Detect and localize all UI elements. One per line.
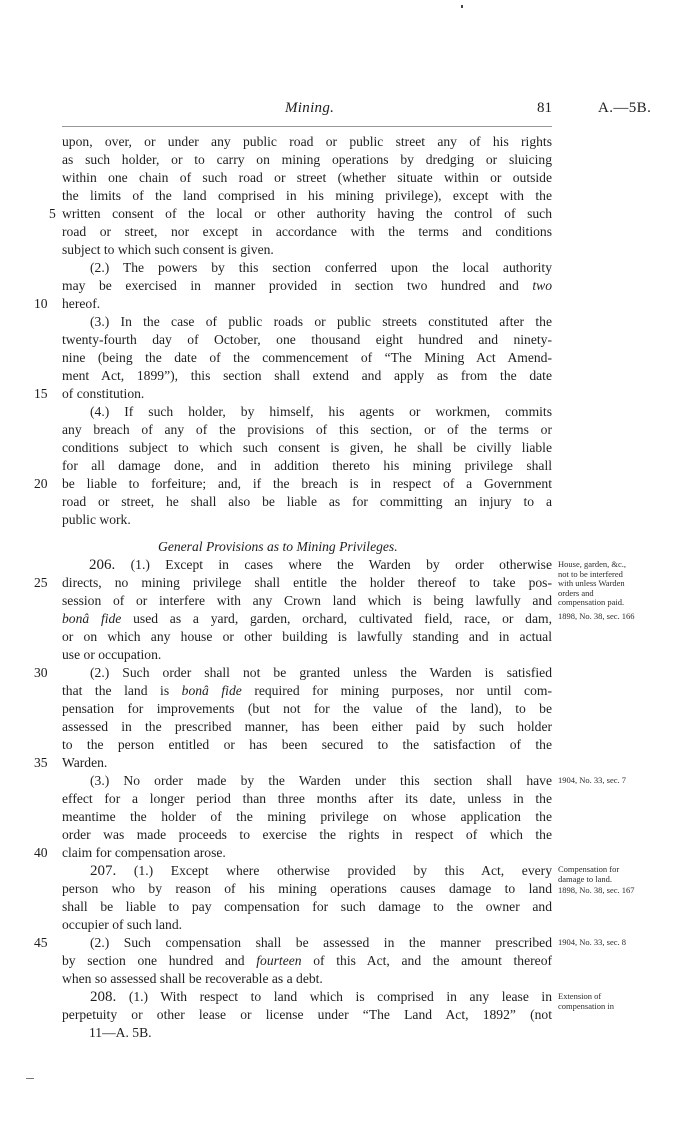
body-line: perpetuity or other lease or license under “The Land Act, 1892” (not	[62, 1007, 552, 1022]
body-line: to the person entitled or has been secured to the satisfaction of the	[62, 737, 552, 752]
body-line: subject to which such consent is given.	[62, 242, 274, 257]
body-line: shall be liable to pay compensation for such damage to the owner and	[62, 899, 552, 914]
body-line: (4.) If such holder, by himself, his agents or workmen, commits	[90, 404, 552, 419]
body-line: (3.) In the case of public roads or public streets constituted after the	[90, 314, 552, 329]
margin-note: Compensation for damage to land. 1898, No. 38, sec. 167	[558, 864, 635, 895]
body-line: effect for a longer period than three months after its date, unless in the	[62, 791, 552, 806]
body-line: of constitution.	[62, 386, 145, 401]
body-line: (3.) No order made by the Warden under this section shall have	[90, 773, 552, 788]
line-number: 45	[34, 935, 48, 950]
body-line: hereof.	[62, 296, 101, 311]
body-line: for all damage done, and in addition thereto his mining privilege shall	[62, 458, 552, 473]
body-line: session of or interfere with any Crown land which is being lawfully and	[62, 593, 552, 608]
body-line: when so assessed shall be recoverable as a debt.	[62, 971, 323, 986]
body-line: assessed in the prescribed manner, has been either paid by such holder	[62, 719, 552, 734]
body-line: within one chain of such road or street (whether situate within or outside	[62, 170, 552, 185]
body-line: nine (being the date of the commencement of “The Mining Act Amend-	[62, 350, 552, 365]
body-line: any breach of any of the provisions of this section, or of the terms or	[62, 422, 552, 437]
line-number: 5	[49, 206, 56, 221]
body-line: order was made proceeds to exercise the rights in respect of which the	[62, 827, 552, 842]
line-number: 25	[34, 575, 48, 590]
margin-note: Extension of compensation in	[558, 991, 614, 1011]
line-number: 30	[34, 665, 48, 680]
line-number: 35	[34, 755, 48, 770]
running-title: Mining.	[285, 100, 335, 116]
body-line: be liable to forfeiture; and, if the breach is in respect of a Government	[62, 476, 552, 491]
line-number: 10	[34, 296, 48, 311]
body-line: road or street, nor except in accordance with the terms and conditions	[62, 224, 552, 239]
print-speck	[461, 5, 463, 8]
body-line: public work.	[62, 512, 131, 527]
margin-mark	[26, 1078, 34, 1079]
body-line: meantime the holder of the mining privilege on whose application the	[62, 809, 552, 824]
section-number: 206.	[89, 557, 116, 573]
body-line: may be exercised in manner provided in section two hundred and two	[62, 278, 552, 293]
body-line: road or street, he shall also be liable as for committing an injury to a	[62, 494, 552, 509]
body-line: (2.) Such compensation shall be assessed in the manner prescribed	[90, 935, 552, 950]
margin-note: 1904, No. 33, sec. 8	[558, 937, 626, 947]
body-line: written consent of the local or other authority having the control of such	[62, 206, 552, 221]
body-line: Warden.	[62, 755, 108, 770]
body-line: conditions subject to which such consent is given, he shall be civilly liable	[62, 440, 552, 455]
body-line: occupier of such land.	[62, 917, 183, 932]
body-line: the limits of the land comprised in his mining privilege), except with the	[62, 188, 552, 203]
body-line: 207. (1.) Except where otherwise provided by this Act, every	[90, 863, 552, 879]
body-line: ment Act, 1899”), this section shall extend and apply as from the date	[62, 368, 552, 383]
header-rule	[62, 126, 552, 127]
body-line: twenty-fourth day of October, one thousand eight hundred and ninety-	[62, 332, 552, 347]
body-line: 208. (1.) With respect to land which is comprised in any lease in	[90, 989, 552, 1005]
line-number: 40	[34, 845, 48, 860]
body-line: by section one hundred and fourteen of this Act, and the amount thereof	[62, 953, 553, 968]
body-line: use or occupation.	[62, 647, 162, 662]
body-line: 206. (1.) Except in cases where the Warden by order otherwise	[89, 557, 552, 573]
body-line: claim for compensation arose.	[62, 845, 226, 860]
section-number: 207.	[90, 863, 117, 879]
body-line: directs, no mining privilege shall entitle the holder thereof to take pos-	[62, 575, 552, 590]
section-number: 208.	[90, 989, 117, 1005]
printer-signature: 11—A. 5B.	[89, 1025, 152, 1040]
body-line: that the land is bonâ fide required for mining purposes, nor until com-	[62, 683, 552, 698]
body-line: pensation for improvements (but not for the value of the land), to be	[62, 701, 552, 716]
body-line: (2.) The powers by this section conferred upon the local authority	[90, 260, 552, 275]
margin-note: House, garden, &c., not to be interfered with unless Warden orders and compensation paid. 1898, No. 38, sec. 166	[558, 559, 635, 621]
document-reference: A.—5B.	[598, 100, 652, 116]
body-line: (2.) Such order shall not be granted unless the Warden is satisfied	[90, 665, 552, 680]
section-heading: General Provisions as to Mining Privileges.	[158, 539, 398, 554]
margin-note: 1904, No. 33, sec. 7	[558, 775, 626, 785]
body-line: person who by reason of his mining operations causes damage to land	[62, 881, 552, 896]
body-line: as such holder, or to carry on mining operations by dredging or sluicing	[62, 152, 552, 167]
body-line: upon, over, or under any public road or public street any of his rights	[62, 134, 552, 149]
body-line: bonâ fide used as a yard, garden, orchard, cultivated field, race, or dam,	[62, 611, 552, 626]
line-number: 20	[34, 476, 48, 491]
body-line: or on which any house or other building is lawfully standing and in actual	[62, 629, 552, 644]
page-number: 81	[537, 100, 552, 116]
line-number: 15	[34, 386, 48, 401]
